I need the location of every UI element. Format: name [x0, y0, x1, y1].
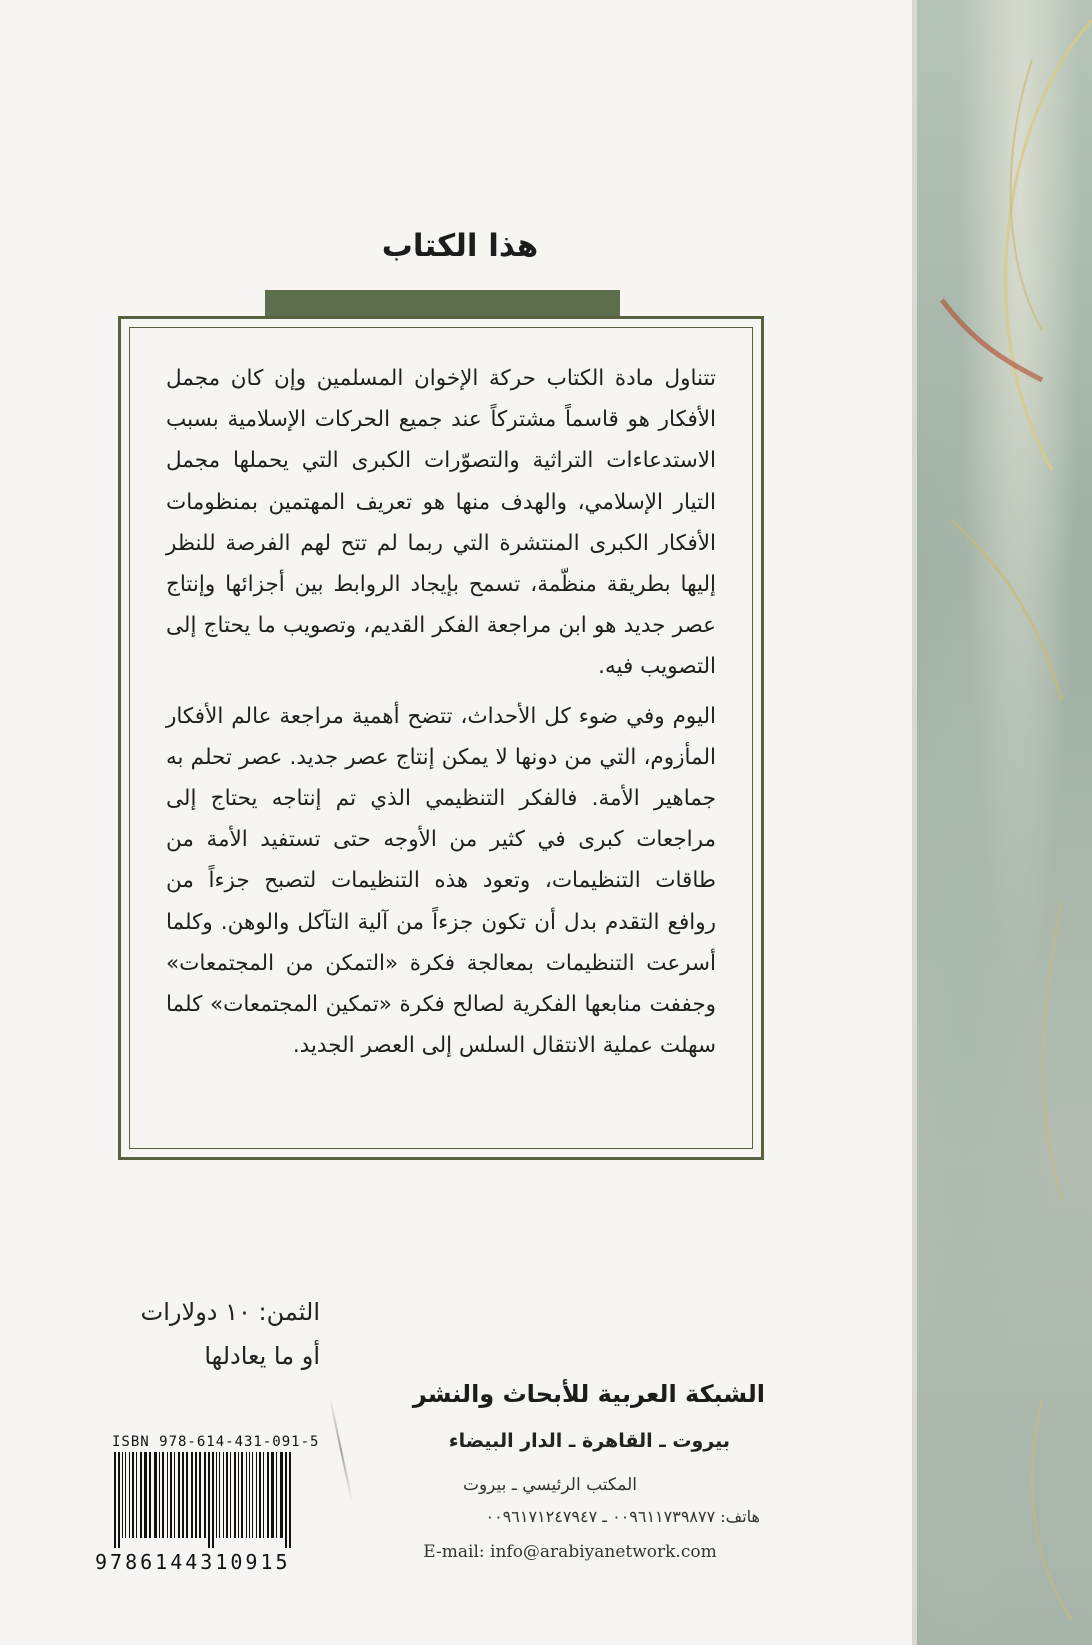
description-paragraph-1: تتناول مادة الكتاب حركة الإخوان المسلمين وإن كان مجمل الأفكار هو قاسماً مشتركاً عند جميع الحركات الإسلامية بسبب الاستدعاءات التراثية والتصوّرات الكبرى التي يحملها مجمل التيار الإسلامي، والهدف منها هو تعريف المهتمين بمنظومات الأفكار الكبرى المنتشرة التي ربما لم تتح لهم الفرصة للنظر إليها بطريقة منظّمة، تسمح بإيجاد الروابط بين أجزائها وإنتاج عصر جديد هو ابن مراجعة الفكر القديم، وتصويب ما يحتاج إلى التصويب فيه. [166, 366, 716, 680]
paper-crease [329, 1396, 354, 1504]
barcode-bar [140, 1452, 142, 1538]
publisher-cities: بيروت ـ القاهرة ـ الدار البيضاء [448, 1430, 730, 1452]
barcode-bar [167, 1452, 168, 1538]
barcode-bar [234, 1452, 236, 1538]
barcode-bar [267, 1452, 269, 1538]
book-spine [912, 0, 1092, 1645]
barcode-bar [212, 1452, 214, 1548]
barcode-bar [136, 1452, 137, 1538]
barcode-bar [241, 1452, 243, 1538]
publisher-office: المكتب الرئيسي ـ بيروت [462, 1475, 638, 1495]
publisher-name: الشبكة العربية للأبحاث والنشر [412, 1380, 765, 1408]
barcode-bar [249, 1452, 250, 1538]
description-text [129, 327, 753, 1149]
barcode-bar [122, 1452, 123, 1538]
barcode-bar [285, 1452, 287, 1548]
section-heading: هذا الكتاب [381, 228, 539, 264]
barcode-bar [252, 1452, 253, 1538]
price-block [120, 1290, 320, 1378]
barcode-bar [230, 1452, 231, 1538]
barcode-bar [159, 1452, 160, 1538]
barcode-bar [132, 1452, 134, 1538]
barcode-bar [114, 1452, 116, 1548]
barcode-bar [204, 1452, 206, 1538]
barcode-digits: 9786144310915 [95, 1550, 291, 1574]
barcode-bar [276, 1452, 277, 1538]
barcode-bar [289, 1452, 291, 1548]
barcode-bar [144, 1452, 147, 1538]
barcode-bar [195, 1452, 197, 1538]
barcode-bar [259, 1452, 261, 1538]
barcode-bar [162, 1452, 164, 1538]
barcode-bar [219, 1452, 220, 1538]
isbn-label: ISBN 978-614-431-091-5 [112, 1434, 320, 1450]
barcode-bar [129, 1452, 130, 1538]
barcode-bar [125, 1452, 126, 1538]
barcode-bar [154, 1452, 157, 1538]
barcode-bar [149, 1452, 151, 1538]
barcode-bar [170, 1452, 172, 1538]
description-paragraph-2: اليوم وفي ضوء كل الأحداث، تتضح أهمية مراجعة عالم الأفكار المأزوم، التي من دونها لا يمكن إنتاج عصر جديد. عصر تحلم به جماهير الأمة. فالفكر التنظيمي الذي تم إنتاجه يحتاج إلى مراجعات كبرى في كثير من الأوجه حتى تستفيد الأمة من طاقات التنظيمات، وتعود هذه التنظيمات لتصبح جزءاً من روافع التقدم بدل أن تكون جزءاً من آلية التآكل والوهن. وكلما أسرعت التنظيمات بمعالجة فكرة «التمكن من المجتمعات» وجففت منابعها الفكرية لصالح فكرة «تمكين المجتمعات» كلما سهلت عملية الانتقال السلس إلى العصر الجديد. [166, 703, 716, 1059]
barcode-bar [199, 1452, 201, 1538]
publisher-email: E-mail: info@arabiyanetwork.com [423, 1542, 717, 1562]
barcode-bar [216, 1452, 217, 1538]
barcode-bar [280, 1452, 283, 1538]
heading-accent-bar [265, 290, 620, 316]
barcode-bar [208, 1452, 210, 1548]
spine-ornament-icon [912, 0, 1092, 1645]
barcode-bar [226, 1452, 228, 1538]
price-equivalent: أو ما يعادلها [204, 1342, 320, 1370]
price-line: الثمن: ١٠ دولارات [140, 1298, 320, 1326]
barcode-bar [186, 1452, 188, 1538]
publisher-phone: هاتف: ٠٠٩٦١١٧٣٩٨٧٧ ـ ٠٠٩٦١٧١٢٤٧٩٤٧ [485, 1507, 760, 1526]
barcode-bar [263, 1452, 264, 1538]
barcode-bar [118, 1452, 120, 1548]
description-box [118, 316, 764, 1160]
barcode-bar [191, 1452, 193, 1538]
barcode-bar [223, 1452, 224, 1538]
barcode-bar [174, 1452, 175, 1538]
barcode-icon [110, 1452, 320, 1548]
barcode-bar [271, 1452, 274, 1538]
barcode-bar [178, 1452, 180, 1538]
barcode-bar [182, 1452, 184, 1538]
barcode-bar [256, 1452, 257, 1538]
barcode-bar [246, 1452, 247, 1538]
barcode-bar [238, 1452, 239, 1538]
